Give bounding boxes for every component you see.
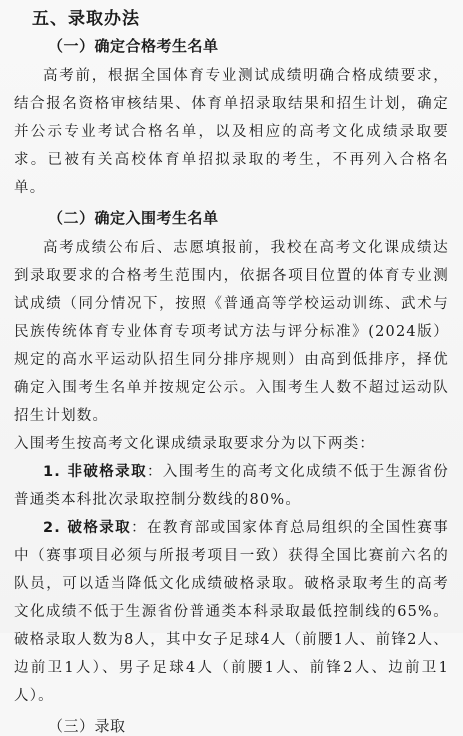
subsection-title-1: （一）确定合格考生名单 bbox=[48, 37, 219, 55]
item-non-exceptional-label: 1. 非破格录取 bbox=[43, 464, 147, 480]
subsection-title-2: （二）确定入围考生名单 bbox=[48, 209, 219, 227]
subsection-title-3: （三）录取 bbox=[48, 717, 126, 735]
item-non-exceptional-text: ：入围考生的高考文化成绩不低于生源省份普通类本科批次录取控制分数线的80%。 bbox=[14, 464, 449, 508]
paragraph-shortlist-intro: 入围考生按高考文化课成绩录取要求分为以下两类： bbox=[14, 436, 376, 452]
paragraph-shortlist: 高考成绩公布后、志愿填报前，我校在高考文化课成绩达到录取要求的合格考生范围内，依据各项目位置的体育专业测试成绩（同分情况下，按照《普通高等学校运动训练、武术与民族传统体育专业体育专项考试方法与评分标准》(2024版）规定的高水平运动队招生同分排序规则）由高到低排序，择优确定入围考生名单并按规定公示。入围考生人数不超过运动队招生计划数。 bbox=[14, 240, 449, 424]
paragraph-qualified-list: 高考前，根据全国体育专业测试成绩明确合格成绩要求，结合报名资格审核结果、体育单招录取结果和招生计划，确定并公示专业考试合格名单，以及相应的高考文化成绩录取要求。已被有关高校体育单招拟录取的考生，不再列入合格名单。 bbox=[14, 68, 449, 196]
item-exceptional-label: 2. 破格录取 bbox=[43, 520, 132, 536]
section-title: 五、录取办法 bbox=[32, 9, 140, 29]
item-non-exceptional bbox=[14, 458, 449, 514]
item-exceptional bbox=[14, 514, 449, 710]
item-exceptional-text: ：在教育部或国家体育总局组织的全国性赛事中（赛事项目必须与所报考项目一致）获得全国比赛前六名的队员，可以适当降低文化成绩破格录取。破格录取考生的高考文化成绩不低于生源省份普通类本科录取最低控制线的65%。破格录取人数为8人，其中女子足球4人（前腰1人、前锋2人、边前卫1人）、男子足球4人（前腰1人、前锋2人、边前卫1人）。 bbox=[14, 520, 449, 704]
